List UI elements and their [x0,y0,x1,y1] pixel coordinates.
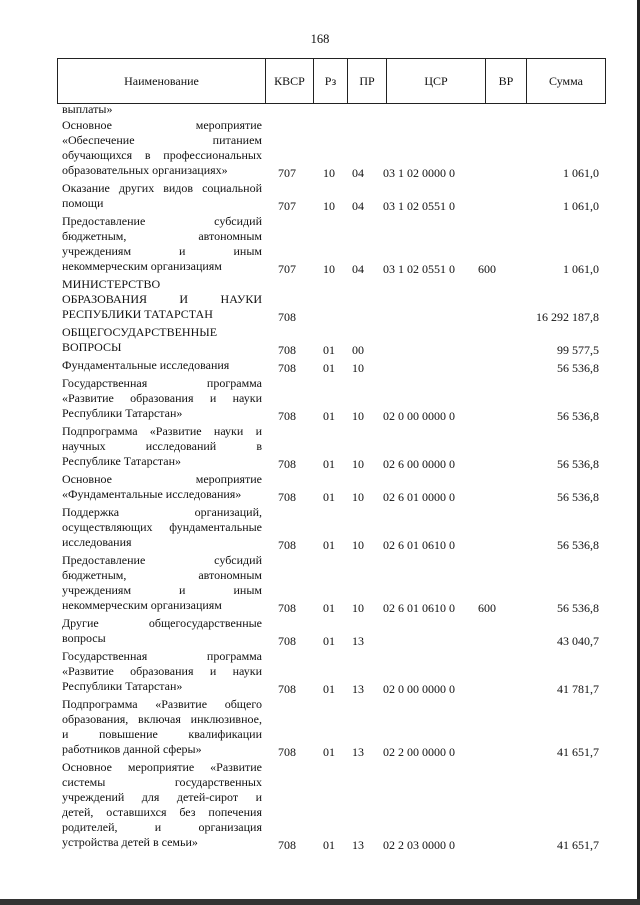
cell-pr: 10 [352,601,364,615]
page-number: 168 [310,32,330,46]
row-name-line: Основное мероприятие [62,118,262,132]
row-name-line: учреждениям и иным [62,583,262,597]
cell-kvsr: 708 [278,409,296,423]
cell-vr: 600 [478,262,496,276]
cell-csr: 02 6 01 0000 0 [383,490,455,504]
row-name [62,118,262,178]
cell-sum: 56 536,8 [557,490,599,504]
cell-kvsr: 708 [278,343,296,357]
cell-kvsr: 708 [278,310,296,324]
row-name [62,181,262,211]
cell-sum: 41 651,7 [557,745,599,759]
cell-csr: 02 6 01 0610 0 [383,601,455,615]
row-name-line: осуществляющих фундаментальные [62,520,262,534]
row-name-line: некоммерческим организациям [62,259,222,273]
row-name-line: ОБЩЕГОСУДАРСТВЕННЫЕ [62,325,218,339]
cell-csr: 02 6 00 0000 0 [383,457,455,471]
table-row [0,697,640,760]
row-name-line: Республики Татарстан» [62,406,183,420]
row-name [62,760,262,850]
row-name [62,697,262,757]
cell-pr: 04 [352,199,364,213]
table-body [0,104,640,853]
cell-sum: 1 061,0 [563,166,599,180]
row-name-line: некоммерческим организациям [62,598,222,612]
row-name-line: Предоставление субсидий [62,553,262,567]
table-row [0,181,640,214]
row-name-line: Республике Татарстан» [62,454,182,468]
header-name: Наименование [124,73,199,88]
table-row [0,472,640,505]
cell-pr: 10 [352,538,364,552]
cell-sum: 41 781,7 [557,682,599,696]
cell-sum: 1 061,0 [563,199,599,213]
row-name-line: Фундаментальные исследования [62,358,230,372]
table-row [0,424,640,472]
cell-rz: 01 [323,538,335,552]
cell-pr: 10 [352,409,364,423]
row-name-line: ВОПРОСЫ [62,340,122,354]
cell-rz: 01 [323,457,335,471]
cell-rz: 01 [323,745,335,759]
table-row [0,553,640,616]
cell-kvsr: 708 [278,601,296,615]
row-name [62,376,262,421]
row-name-line: детей, оставшихся без попечения [62,805,262,819]
cell-sum: 43 040,7 [557,634,599,648]
cell-pr: 10 [352,457,364,471]
cell-kvsr: 707 [278,199,296,213]
cell-pr: 10 [352,361,364,375]
cell-sum: 16 292 187,8 [536,310,599,324]
cell-kvsr: 707 [278,262,296,276]
header-kvsr: КВСР [265,59,313,103]
row-name-line: устройства детей в семьи» [62,835,198,849]
row-name-line: Подпрограмма «Развитие общего [62,697,262,711]
table-row [0,376,640,424]
cell-rz: 01 [323,409,335,423]
cell-csr: 03 1 02 0000 0 [383,166,455,180]
cell-rz: 01 [323,838,335,852]
row-name-line: Предоставление субсидий [62,214,262,228]
cell-pr: 13 [352,838,364,852]
header-pr: ПР [347,59,386,103]
cell-pr: 13 [352,682,364,696]
row-name-line: Поддержка организаций, [62,505,262,519]
row-name-line: «Обеспечение питанием [62,133,262,147]
cell-csr: 03 1 02 0551 0 [383,262,455,276]
scan-bottom-edge [0,899,640,905]
cell-pr: 00 [352,343,364,357]
row-name-line: учреждений для детей-сирот и [62,790,262,804]
row-name-line: МИНИСТЕРСТВО [62,277,161,291]
table-row [0,505,640,553]
header-sum: Сумма [526,59,605,103]
cell-rz: 01 [323,682,335,696]
cell-kvsr: 708 [278,838,296,852]
row-name-line: обучающихся в профессиональных [62,148,262,162]
cell-rz: 01 [323,361,335,375]
cell-rz: 01 [323,601,335,615]
table-row [0,358,640,376]
cell-csr: 03 1 02 0551 0 [383,199,455,213]
table-row [0,649,640,697]
table-row [0,616,640,649]
cell-rz: 01 [323,490,335,504]
row-name-line: вопросы [62,631,106,645]
cell-pr: 04 [352,262,364,276]
header-vr: ВР [485,59,526,103]
row-name [62,277,262,322]
cell-kvsr: 707 [278,166,296,180]
row-name [62,325,262,355]
row-name [62,102,262,117]
row-name-line: Республики Татарстан» [62,679,183,693]
row-name-line: системы государственных [62,775,262,789]
cell-rz: 01 [323,634,335,648]
row-name-line: и повышение квалификации [62,727,262,741]
cell-rz: 10 [323,166,335,180]
row-name [62,649,262,694]
cell-kvsr: 708 [278,634,296,648]
cell-csr: 02 0 00 0000 0 [383,409,455,423]
row-name-line: Другие общегосударственные [62,616,262,630]
row-name [62,553,262,613]
row-name [62,616,262,646]
table-row [0,214,640,277]
row-name-line: родителей, и организация [62,820,262,834]
cell-vr: 600 [478,601,496,615]
row-name-line: работников данной сферы» [62,742,202,756]
header-csr: ЦСР [386,59,485,103]
row-name-line: выплаты» [62,102,113,116]
row-name-line: Оказание других видов социальной [62,181,262,195]
cell-csr: 02 0 00 0000 0 [383,682,455,696]
table-row [0,325,640,358]
table-header [57,58,606,104]
table-row [0,104,640,118]
row-name-line: «Развитие образования и науки [62,664,262,678]
cell-kvsr: 708 [278,682,296,696]
cell-sum: 56 536,8 [557,361,599,375]
cell-sum: 56 536,8 [557,538,599,552]
row-name-line: «Развитие образования и науки [62,391,262,405]
cell-rz: 10 [323,262,335,276]
cell-pr: 13 [352,634,364,648]
cell-csr: 02 2 00 0000 0 [383,745,455,759]
cell-kvsr: 708 [278,490,296,504]
row-name-line: помощи [62,196,104,210]
row-name [62,505,262,550]
row-name-line: образования, включая инклюзивное, [62,712,262,726]
row-name-line: «Фундаментальные исследования» [62,487,242,501]
row-name-line: научных исследований в [62,439,262,453]
row-name-line: Подпрограмма «Развитие науки и [62,424,262,438]
cell-sum: 1 061,0 [563,262,599,276]
cell-rz: 10 [323,199,335,213]
row-name-line: Государственная программа [62,376,262,390]
row-name-line: ОБРАЗОВАНИЯ И НАУКИ [62,292,262,306]
cell-pr: 10 [352,490,364,504]
row-name-line: Основное мероприятие [62,472,262,486]
cell-kvsr: 708 [278,745,296,759]
cell-sum: 56 536,8 [557,457,599,471]
table-row [0,118,640,181]
row-name [62,214,262,274]
table-row [0,760,640,853]
cell-pr: 04 [352,166,364,180]
cell-kvsr: 708 [278,361,296,375]
row-name-line: бюджетным, автономным [62,229,262,243]
row-name-line: образовательных организациях» [62,163,228,177]
row-name [62,472,262,502]
cell-kvsr: 708 [278,538,296,552]
row-name-line: исследования [62,535,132,549]
cell-kvsr: 708 [278,457,296,471]
cell-rz: 01 [323,343,335,357]
row-name-line: бюджетным, автономным [62,568,262,582]
row-name-line: учреждениям и иным [62,244,262,258]
header-rz: Рз [313,59,347,103]
table-row [0,277,640,325]
cell-sum: 41 651,7 [557,838,599,852]
row-name [62,358,262,373]
row-name [62,424,262,469]
cell-sum: 56 536,8 [557,409,599,423]
cell-pr: 13 [352,745,364,759]
cell-csr: 02 6 01 0610 0 [383,538,455,552]
cell-sum: 99 577,5 [557,343,599,357]
cell-sum: 56 536,8 [557,601,599,615]
cell-csr: 02 2 03 0000 0 [383,838,455,852]
row-name-line: Основное мероприятие «Развитие [62,760,262,774]
row-name-line: Государственная программа [62,649,262,663]
row-name-line: РЕСПУБЛИКИ ТАТАРСТАН [62,307,213,321]
